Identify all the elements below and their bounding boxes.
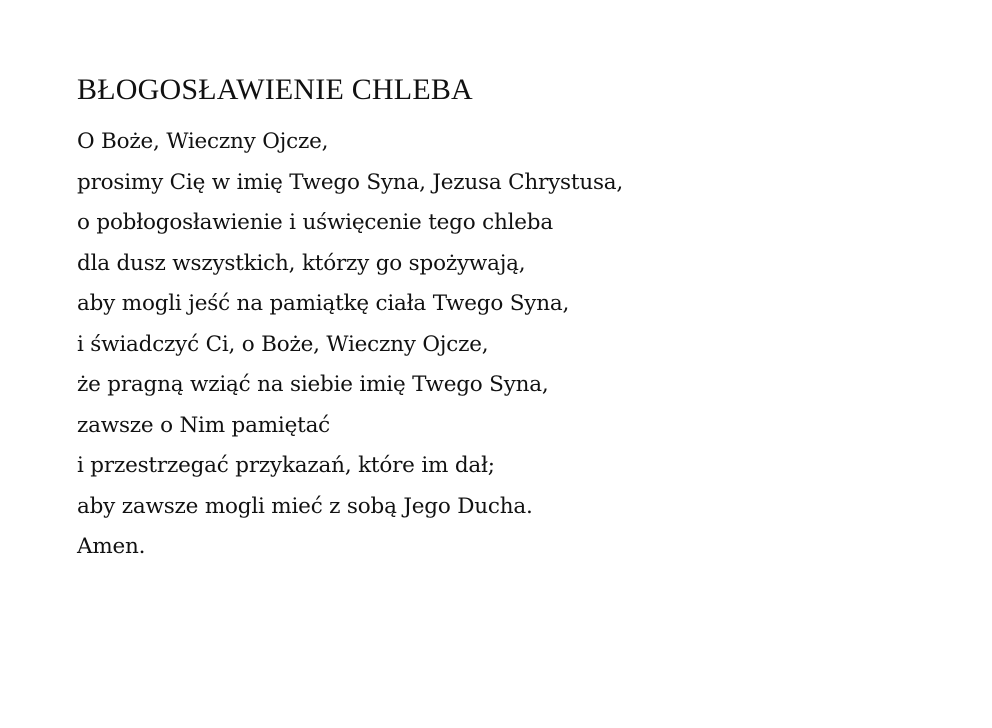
prayer-line: że pragną wziąć na siebie imię Twego Syna,	[77, 372, 549, 397]
prayer-text	[77, 122, 992, 568]
prayer-line: aby mogli jeść na pamiątkę ciała Twego Syna,	[77, 291, 570, 316]
prayer-line: O Boże, Wieczny Ojcze,	[77, 129, 329, 154]
prayer-line: dla dusz wszystkich, którzy go spożywają,	[77, 250, 526, 276]
document-title: BŁOGOSŁAWIENIE CHLEBA	[77, 73, 473, 106]
prayer-line: i przestrzegać przykazań, które im dał;	[77, 453, 495, 478]
prayer-line-amen: Amen.	[77, 534, 146, 559]
prayer-line: prosimy Cię w imię Twego Syna, Jezusa Chrystusa,	[77, 169, 624, 195]
prayer-line: zawsze o Nim pamiętać	[77, 412, 331, 438]
prayer-line: aby zawsze mogli mieć z sobą Jego Ducha.	[77, 493, 533, 519]
prayer-line: o pobłogosławienie i uświęcenie tego chleba	[77, 210, 553, 235]
prayer-line: i świadczyć Ci, o Boże, Wieczny Ojcze,	[77, 331, 489, 357]
